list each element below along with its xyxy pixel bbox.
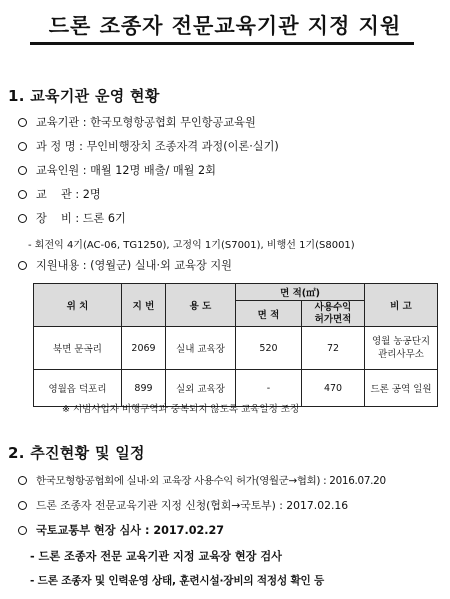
cell-use: 실외 교육장 xyxy=(166,370,236,407)
item-value: 무인비행장치 조종자격 과정(이론·실기) xyxy=(86,140,279,153)
title-underline xyxy=(30,42,414,45)
cell-location: 영월읍 덕포리 xyxy=(34,370,122,407)
bullet-circle-icon xyxy=(18,261,27,270)
list-item-trainees: 교육인원 : 매월 12명 배출/ 매월 2회 xyxy=(18,164,216,178)
item-text: 한국모형항공협회에 실내·외 교육장 사용수익 허가(영월군→협회) : 2016.07.20 xyxy=(36,475,386,487)
cell-area: 520 xyxy=(236,327,302,370)
item-label: 교육기관 xyxy=(36,116,80,129)
item-value: (영월군) 실내·외 교육장 지원 xyxy=(90,259,232,272)
bullet-circle-icon xyxy=(18,118,27,127)
cell-remarks: 드론 공역 일원 xyxy=(365,370,438,407)
item-label: 과 정 명 xyxy=(36,140,76,153)
header-remarks: 비 고 xyxy=(365,284,438,327)
bullet-circle-icon xyxy=(18,142,27,151)
bullet-circle-icon xyxy=(18,476,27,485)
sub-item-site-inspection: - 드론 조종자 전문 교육기관 지정 교육장 현장 검사 xyxy=(30,550,282,563)
header-permitted-area: 사용수익 허가면적 xyxy=(302,301,365,327)
header-use: 용 도 xyxy=(166,284,236,327)
list-item-application xyxy=(18,499,348,513)
section2-heading: 2. 추진현황 및 일정 xyxy=(8,444,145,462)
item-text: 국토교통부 현장 심사 : 2017.02.27 xyxy=(36,524,225,537)
item-value: 드론 6기 xyxy=(82,212,126,225)
cell-permitted: 72 xyxy=(302,327,365,370)
cell-remarks: 영월 농공단지 관리사무소 xyxy=(365,327,438,370)
section1-heading: 1. 교육기관 운영 현황 xyxy=(8,87,160,105)
facility-table xyxy=(33,283,438,407)
item-label: 지원내용 xyxy=(36,259,80,272)
item-label: 교육인원 xyxy=(36,164,80,177)
cell-permitted: 470 xyxy=(302,370,365,407)
item-text: 드론 조종자 전문교육기관 지정 신청(협회→국토부) : 2017.02.16 xyxy=(36,499,349,512)
list-item-instructors: 교 관 : 2명 xyxy=(18,188,101,202)
cell-lot: 2069 xyxy=(122,327,166,370)
cell-location: 북면 문곡리 xyxy=(34,327,122,370)
header-lot: 지 번 xyxy=(122,284,166,327)
schedule-note: ※ 시범사업자 비행구역과 중복되지 않도록 교육일정 조정 xyxy=(62,404,300,415)
header-area: 면 적 xyxy=(236,301,302,327)
item-label: 장 비 xyxy=(36,212,72,225)
list-item-permit xyxy=(18,474,386,488)
bullet-circle-icon xyxy=(18,214,27,223)
cell-area: - xyxy=(236,370,302,407)
cell-use: 실내 교육장 xyxy=(166,327,236,370)
table-row xyxy=(34,327,438,370)
bullet-circle-icon xyxy=(18,166,27,175)
list-item-course: 과 정 명 : 무인비행장치 조종자격 과정(이론·실기) xyxy=(18,140,279,154)
list-item-support: 지원내용 : (영월군) 실내·외 교육장 지원 xyxy=(18,259,232,273)
bullet-circle-icon xyxy=(18,526,27,535)
list-item-institution: 교육기관 : 한국모형항공협회 무인항공교육원 xyxy=(18,116,256,130)
sub-item-adequacy-check: - 드론 조종자 및 인력운영 상태, 훈련시설·장비의 적정성 확인 등 xyxy=(30,575,325,587)
equipment-detail: - 회전익 4기(AC-06, TG1250), 고정익 1기(S7001), 비행선 1기(S8001) xyxy=(28,240,355,251)
item-label: 교 관 xyxy=(36,188,72,201)
bullet-circle-icon xyxy=(18,501,27,510)
header-area-group: 면 적(㎡) xyxy=(236,284,365,301)
item-value: 한국모형항공협회 무인항공교육원 xyxy=(90,116,256,129)
cell-lot: 899 xyxy=(122,370,166,407)
list-item-inspection xyxy=(18,524,224,538)
header-location: 위 치 xyxy=(34,284,122,327)
bullet-circle-icon xyxy=(18,190,27,199)
item-value: 매월 12명 배출/ 매월 2회 xyxy=(90,164,216,177)
list-item-equipment: 장 비 : 드론 6기 xyxy=(18,212,126,226)
document-title: 드론 조종자 전문교육기관 지정 지원 xyxy=(48,14,402,38)
item-value: 2명 xyxy=(82,188,101,201)
